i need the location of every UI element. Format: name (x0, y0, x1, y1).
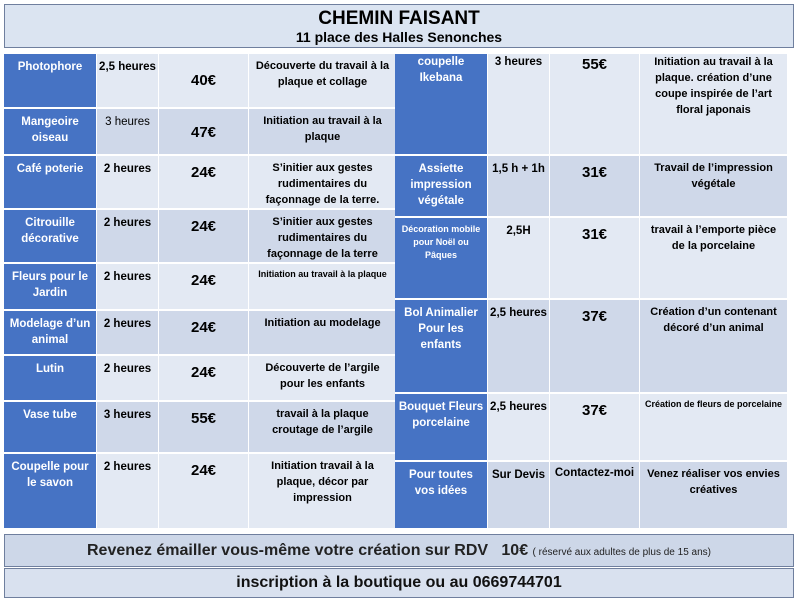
workshop-duration: 1,5 h + 1h (488, 156, 550, 218)
workshop-description: Initiation travail à la plaque, décor par impression (249, 454, 397, 530)
workshop-price: 37€ (550, 394, 640, 462)
workshop-name: Mangeoire oiseau (4, 109, 97, 156)
workshop-price: Contactez-moi (550, 462, 640, 530)
table-row (395, 394, 788, 462)
table-row (395, 462, 788, 530)
workshop-description: Venez réaliser vos envies créatives (640, 462, 788, 530)
workshop-price: 40€ (159, 54, 249, 109)
registration-text: inscription à la boutique ou au 0669744701 (236, 574, 562, 591)
workshop-duration: 2 heures (97, 210, 159, 264)
workshop-name: Bol Animalier Pour les enfants (395, 300, 488, 394)
workshop-name: coupelle Ikebana (395, 54, 488, 156)
workshop-name: Café poterie (4, 156, 97, 210)
glazing-note: ( réservé aux adultes de plus de 15 ans) (532, 547, 711, 558)
workshop-name: Pour toutes vos idées (395, 462, 488, 530)
workshop-description: Création de fleurs de porcelaine (640, 394, 788, 462)
workshop-price: 24€ (159, 264, 249, 311)
workshop-description: Initiation au modelage (249, 311, 397, 356)
workshop-name: Photophore (4, 54, 97, 109)
workshop-duration: 2 heures (97, 264, 159, 311)
table-row (4, 109, 397, 156)
workshop-name: Modelage d’un animal (4, 311, 97, 356)
glazing-banner (4, 534, 794, 567)
table-row (395, 300, 788, 394)
workshop-duration: 3 heures (97, 402, 159, 454)
workshop-name: Bouquet Fleurs porcelaine (395, 394, 488, 462)
workshop-name: Fleurs pour le Jardin (4, 264, 97, 311)
workshop-price: 55€ (550, 54, 640, 156)
workshop-description: S’initier aux gestes rudimentaires du façonnage de la terre. (249, 156, 397, 210)
table-row (395, 218, 788, 300)
workshop-duration: 3 heures (488, 54, 550, 156)
workshop-duration: 2,5 heures (488, 394, 550, 462)
glazing-price: 10€ (501, 542, 529, 559)
workshop-description: Création d’un contenant décoré d’un animal (640, 300, 788, 394)
workshop-name: Citrouille décorative (4, 210, 97, 264)
workshop-name: Coupelle pour le savon (4, 454, 97, 530)
workshop-duration: Sur Devis (488, 462, 550, 530)
page-title: CHEMIN FAISANT (318, 8, 480, 29)
workshop-description: Initiation au travail à la plaque (249, 264, 397, 311)
workshop-price: 31€ (550, 156, 640, 218)
workshop-description: S’initier aux gestes rudimentaires du façonnage de la terre (249, 210, 397, 264)
workshop-price: 24€ (159, 156, 249, 210)
workshop-description: Initiation au travail à la plaque (249, 109, 397, 156)
workshop-duration: 2,5 heures (488, 300, 550, 394)
workshop-duration: 2 heures (97, 454, 159, 530)
table-row (395, 156, 788, 218)
workshop-price: 31€ (550, 218, 640, 300)
table-row (395, 54, 788, 156)
table-row (4, 210, 397, 264)
workshop-duration: 3 heures (97, 109, 159, 156)
table-row (4, 156, 397, 210)
workshop-duration: 2 heures (97, 156, 159, 210)
table-row (4, 264, 397, 311)
workshop-description: Travail de l’impression végétale (640, 156, 788, 218)
workshop-description: Découverte de l’argile pour les enfants (249, 356, 397, 402)
address: 11 place des Halles Senonches (295, 29, 503, 45)
workshop-price: 24€ (159, 454, 249, 530)
workshop-duration: 2,5H (488, 218, 550, 300)
workshop-duration: 2 heures (97, 356, 159, 402)
workshop-duration: 2,5 heures (97, 54, 159, 109)
table-row (4, 454, 397, 530)
workshop-description: travail à la plaque croutage de l’argile (249, 402, 397, 454)
workshop-duration: 2 heures (97, 311, 159, 356)
header (4, 4, 794, 48)
workshop-description: Découverte du travail à la plaque et collage (249, 54, 397, 109)
workshop-name: Vase tube (4, 402, 97, 454)
workshop-price: 47€ (159, 109, 249, 156)
glazing-text: Revenez émailler vous-même votre création sur RDV (87, 542, 489, 559)
workshop-description: Initiation au travail à la plaque. création d’une coupe inspirée de l’art floral japonais (640, 54, 788, 156)
registration-banner (4, 568, 794, 598)
workshop-price: 24€ (159, 311, 249, 356)
workshop-description: travail à l’emporte pièce de la porcelaine (640, 218, 788, 300)
workshop-price: 24€ (159, 210, 249, 264)
workshop-name: Décoration mobile pour Noël ou Pâques (395, 218, 488, 300)
workshop-price: 37€ (550, 300, 640, 394)
table-row (4, 54, 397, 109)
table-row (4, 356, 397, 402)
workshop-name: Lutin (4, 356, 97, 402)
workshop-price: 55€ (159, 402, 249, 454)
table-row (4, 311, 397, 356)
table-row (4, 402, 397, 454)
workshop-name: Assiette impression végétale (395, 156, 488, 218)
workshop-price: 24€ (159, 356, 249, 402)
